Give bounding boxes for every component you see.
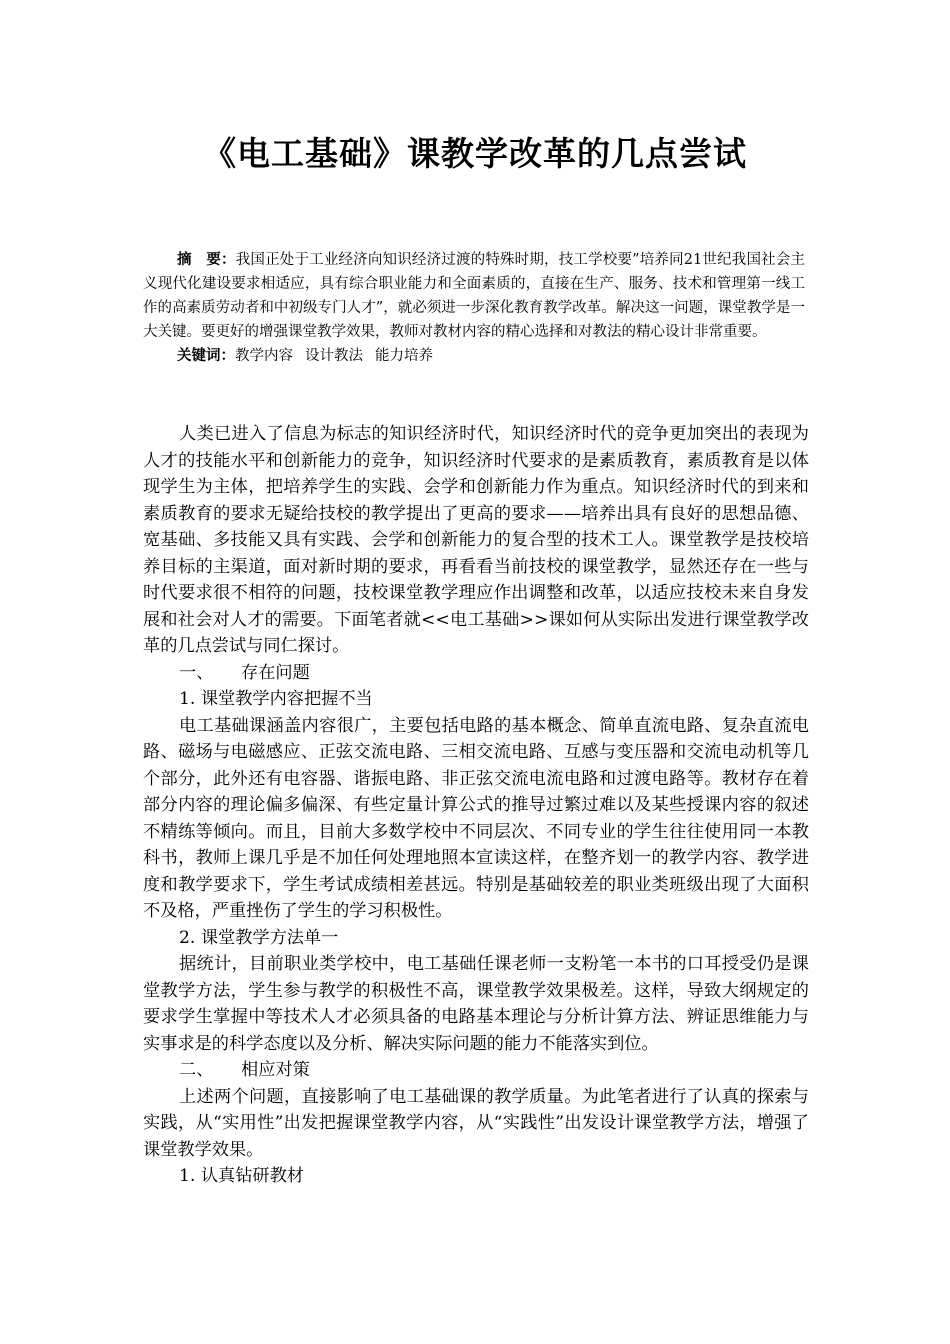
intro-paragraph: 人类已进入了信息为标志的知识经济时代，知识经济时代的竞争更加突出的表现为人才的技能水平和创新能力的竞争，知识经济时代要求的是素质教育，素质教育是以体现学生为主体，把培养学生的实践、会学和创新能力作为重点。知识经济时代的到来和素质教育的要求无疑给技校的教学提出了更高的要求——培养出具有良好的思想品德、宽基础、多技能又具有实践、会学和创新能力的复合型的技术工人。课堂教学是技校培养目标的主渠道，面对新时期的要求，再看看当前技校的课堂教学，显然还存在一些与时代要求很不相符的问题，技校课堂教学理应作出调整和改革，以适应技校未来自身发展和社会对人才的需要。下面笔者就<<电工基础>>课如何从实际出发进行课堂教学改革的几点尝试与同仁探讨。 <box>143 424 809 656</box>
abstract-label: 摘 要： <box>177 251 236 268</box>
keyword: 教学内容 <box>235 348 293 364</box>
section-number: 一、 <box>179 662 214 683</box>
body-paragraph: 据统计，目前职业类学校中，电工基础任课老师一支粉笔一本书的口耳授受仍是课堂教学方法，学生参与教学的积极性不高，课堂教学效果极差。这样，导致大纲规定的要求学生掌握中等技术人才必须具备的电路基本理论与分析计算方法、辨证思维能力与实事求是的科学态度以及分析、解决实际问题的能力不能落实到位。 <box>143 954 809 1054</box>
abstract-section <box>143 248 805 368</box>
section-number: 二、 <box>179 1060 214 1080</box>
body-paragraph: 电工基础课涵盖内容很广，主要包括电路的基本概念、简单直流电路、复杂直流电路、磁场与电磁感应、正弦交流电路、三相交流电路、互感与变压器和交流电动机等几个部分，此外还有电容器、谐振电路、非正弦交流电流电路和过渡电路等。教材存在着部分内容的理论偏多偏深、有些定量计算公式的推导过繁过难以及某些授课内容的叙述不精练等倾向。而且，目前大多数学校中不同层次、不同专业的学生往往使用同一本教科书，教师上课几乎是不加任何处理地照本宣读这样，在整齐划一的教学内容、教学进度和教学要求下，学生考试成绩相差甚远。特别是基础较差的职业类班级出现了大面积不及格，严重挫伤了学生的学习积极性。 <box>143 715 809 921</box>
section-heading <box>143 1057 809 1084</box>
body-text <box>143 421 809 1190</box>
subsection-heading: 1. 认真钻研教材 <box>179 1166 304 1186</box>
keywords-label: 关键词： <box>177 347 235 364</box>
keyword: 能力培养 <box>375 348 433 364</box>
subsection-heading: 1. 课堂教学内容把握不当 <box>179 689 373 709</box>
keywords-line <box>143 344 805 368</box>
abstract-paragraph <box>143 248 805 344</box>
abstract-text: 我国正处于工业经济向知识经济过渡的特殊时期，技工学校要”培养同21世纪我国社会主义现代化建设要求相适应，具有综合职业能力和全面素质的，直接在生产、服务、技术和管理第一线工作的高素质劳动者和中初级专门人才”，就必须进一步深化教育教学改革。解决这一问题，课堂教学是一大关键。要更好的增强课堂教学效果，教师对教材内容的精心选择和对教法的精心设计非常重要。 <box>143 252 805 340</box>
body-paragraph: 上述两个问题，直接影响了电工基础课的教学质量。为此笔者进行了认真的探索与实践，从“实用性”出发把握课堂教学内容，从“实践性”出发设计课堂教学方法，增强了课堂教学效果。 <box>143 1086 809 1160</box>
keyword: 设计教法 <box>305 348 363 364</box>
section-heading <box>143 660 809 687</box>
document-title: 《电工基础》课教学改革的几点尝试 <box>203 134 747 173</box>
section-title: 相应对策 <box>241 1060 310 1080</box>
section-title: 存在问题 <box>241 662 310 683</box>
subsection-heading: 2. 课堂教学方法单一 <box>179 927 339 948</box>
